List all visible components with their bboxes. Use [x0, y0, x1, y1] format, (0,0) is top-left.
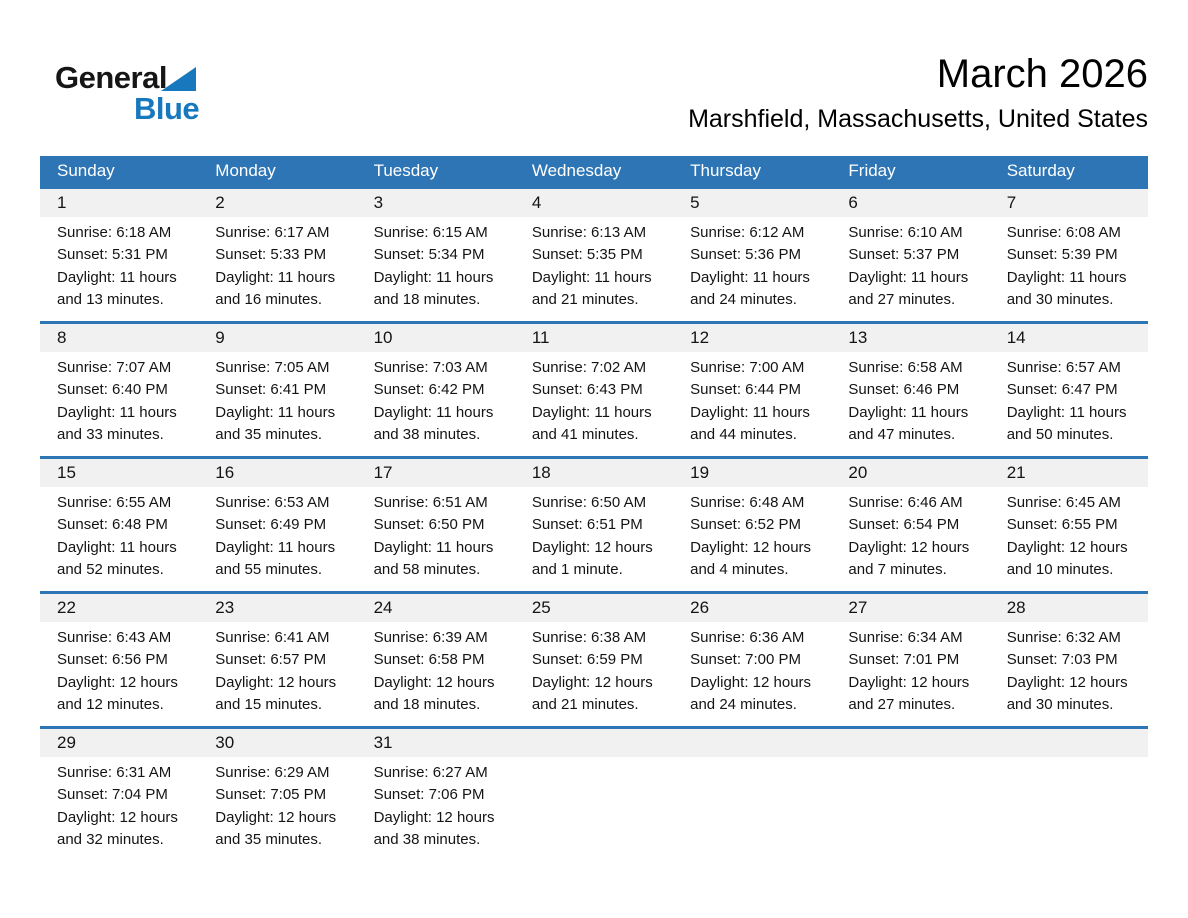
day-cell-23 — [198, 594, 356, 726]
sunset-text: Sunset: 5:34 PM — [373, 246, 485, 264]
calendar-body — [40, 186, 1148, 861]
day-number: 22 — [40, 594, 198, 622]
day-details — [990, 487, 1148, 582]
sunset-text: Sunset: 6:43 PM — [531, 381, 643, 399]
daylight-text: Daylight: 11 hours and 21 minutes. — [531, 268, 652, 309]
daylight-text: Daylight: 11 hours and 44 minutes. — [690, 403, 810, 444]
day-cell-2 — [198, 189, 356, 321]
day-cell-15 — [40, 459, 198, 591]
day-number: 9 — [198, 324, 356, 352]
sunset-text: Sunset: 6:54 PM — [848, 516, 960, 534]
day-details — [673, 352, 831, 447]
day-cell-21 — [990, 459, 1148, 591]
day-details — [515, 217, 673, 312]
day-cell-14 — [990, 324, 1148, 456]
sunset-text: Sunset: 6:46 PM — [848, 381, 960, 399]
week-row-2 — [40, 321, 1148, 456]
page-title: March 2026 — [936, 52, 1148, 96]
day-number: 13 — [831, 324, 989, 352]
sunset-text: Sunset: 7:01 PM — [848, 651, 960, 669]
day-number: 24 — [357, 594, 515, 622]
day-details — [515, 487, 673, 582]
day-number: 2 — [198, 189, 356, 217]
sunrise-text: Sunrise: 7:03 AM — [373, 359, 488, 376]
day-cell-13 — [831, 324, 989, 456]
sunrise-text: Sunrise: 6:38 AM — [531, 629, 647, 646]
day-cell-24 — [357, 594, 515, 726]
sunrise-text: Sunrise: 6:10 AM — [848, 224, 963, 241]
sunset-text: Sunset: 6:50 PM — [373, 516, 485, 534]
day-details — [831, 352, 989, 447]
sunrise-text: Sunrise: 6:18 AM — [57, 224, 172, 241]
sunset-text: Sunset: 5:39 PM — [1006, 246, 1118, 264]
day-header-wednesday: Wednesday — [531, 161, 622, 180]
day-number: 7 — [990, 189, 1148, 217]
day-number: 5 — [673, 189, 831, 217]
daylight-text: Daylight: 11 hours and 13 minutes. — [57, 268, 177, 309]
day-details — [198, 757, 356, 852]
sunset-text: Sunset: 5:37 PM — [848, 246, 960, 264]
day-number: 8 — [40, 324, 198, 352]
page-subtitle: Marshfield, Massachusetts, United States — [688, 105, 1148, 133]
day-cell-27 — [831, 594, 989, 726]
sunset-text: Sunset: 6:57 PM — [215, 651, 327, 669]
day-number: 27 — [831, 594, 989, 622]
day-number: 10 — [357, 324, 515, 352]
day-details — [515, 622, 673, 717]
day-details — [673, 487, 831, 582]
day-number: 30 — [198, 729, 356, 757]
daylight-text: Daylight: 11 hours and 33 minutes. — [57, 403, 177, 444]
sunrise-text: Sunrise: 6:31 AM — [57, 764, 172, 781]
day-cell-6 — [831, 189, 989, 321]
day-cell-9 — [198, 324, 356, 456]
general-blue-logo — [55, 58, 275, 128]
day-cell-29 — [40, 729, 198, 861]
day-details — [198, 487, 356, 582]
sunrise-text: Sunrise: 7:02 AM — [531, 359, 647, 376]
sunset-text: Sunset: 6:48 PM — [57, 516, 168, 534]
sunrise-text: Sunrise: 6:17 AM — [215, 224, 330, 241]
sunrise-text: Sunrise: 6:57 AM — [1006, 359, 1121, 376]
day-number: 23 — [198, 594, 356, 622]
day-number: 26 — [673, 594, 831, 622]
day-cell-5 — [673, 189, 831, 321]
daylight-text: Daylight: 12 hours and 1 minute. — [531, 538, 653, 579]
sunset-text: Sunset: 6:41 PM — [215, 381, 327, 399]
day-details — [831, 622, 989, 717]
day-details — [357, 487, 515, 582]
sunset-text: Sunset: 6:56 PM — [57, 651, 168, 669]
sunrise-text: Sunrise: 6:08 AM — [1006, 224, 1121, 241]
sunrise-text: Sunrise: 6:48 AM — [690, 494, 805, 511]
day-number: 21 — [990, 459, 1148, 487]
sunrise-text: Sunrise: 7:00 AM — [690, 359, 805, 376]
day-details — [357, 217, 515, 312]
sunrise-text: Sunrise: 6:53 AM — [215, 494, 330, 511]
empty-day-cell — [990, 729, 1148, 861]
daylight-text: Daylight: 11 hours and 16 minutes. — [215, 268, 336, 309]
empty-day-cell — [831, 729, 989, 861]
sunset-text: Sunset: 5:33 PM — [215, 246, 327, 264]
sunset-text: Sunset: 6:49 PM — [215, 516, 327, 534]
day-cell-22 — [40, 594, 198, 726]
daylight-text: Daylight: 12 hours and 4 minutes. — [690, 538, 812, 579]
day-cell-19 — [673, 459, 831, 591]
sunrise-text: Sunrise: 6:39 AM — [373, 629, 488, 646]
sunrise-text: Sunrise: 6:13 AM — [531, 224, 647, 241]
title-block — [688, 52, 1148, 134]
sunrise-text: Sunrise: 6:36 AM — [690, 629, 805, 646]
day-header-friday: Friday — [848, 161, 896, 180]
day-cell-31 — [357, 729, 515, 861]
day-details — [40, 622, 198, 717]
day-details — [990, 217, 1148, 312]
daylight-text: Daylight: 11 hours and 50 minutes. — [1006, 403, 1127, 444]
daylight-text: Daylight: 12 hours and 38 minutes. — [373, 808, 495, 849]
sunrise-text: Sunrise: 6:27 AM — [373, 764, 488, 781]
daylight-text: Daylight: 11 hours and 30 minutes. — [1006, 268, 1127, 309]
day-number: 11 — [515, 324, 673, 352]
day-cell-30 — [198, 729, 356, 861]
sunrise-text: Sunrise: 6:55 AM — [57, 494, 172, 511]
logo-text-blue: Blue — [134, 91, 200, 126]
daylight-text: Daylight: 11 hours and 41 minutes. — [531, 403, 652, 444]
day-number: 20 — [831, 459, 989, 487]
daylight-text: Daylight: 12 hours and 27 minutes. — [848, 673, 970, 714]
day-number: 14 — [990, 324, 1148, 352]
day-details — [40, 352, 198, 447]
day-details — [673, 217, 831, 312]
day-number: 3 — [357, 189, 515, 217]
day-details — [40, 217, 198, 312]
day-number: 31 — [357, 729, 515, 757]
daylight-text: Daylight: 12 hours and 12 minutes. — [57, 673, 178, 714]
sunset-text: Sunset: 7:06 PM — [373, 786, 485, 804]
day-number: 12 — [673, 324, 831, 352]
daylight-text: Daylight: 11 hours and 58 minutes. — [373, 538, 494, 579]
sunset-text: Sunset: 5:35 PM — [531, 246, 643, 264]
day-number: 28 — [990, 594, 1148, 622]
day-details — [831, 487, 989, 582]
day-number: 17 — [357, 459, 515, 487]
daylight-text: Daylight: 11 hours and 38 minutes. — [373, 403, 494, 444]
day-cell-18 — [515, 459, 673, 591]
day-cell-28 — [990, 594, 1148, 726]
day-cell-11 — [515, 324, 673, 456]
sunrise-text: Sunrise: 6:50 AM — [531, 494, 647, 511]
day-cell-20 — [831, 459, 989, 591]
sunrise-text: Sunrise: 6:34 AM — [848, 629, 963, 646]
sunset-text: Sunset: 6:47 PM — [1006, 381, 1118, 399]
day-details — [357, 352, 515, 447]
sunrise-text: Sunrise: 6:45 AM — [1006, 494, 1121, 511]
logo-text-general: General — [55, 60, 167, 95]
day-details — [198, 217, 356, 312]
sunset-text: Sunset: 6:51 PM — [531, 516, 643, 534]
calendar-table — [40, 156, 1148, 861]
day-cell-3 — [357, 189, 515, 321]
sunrise-text: Sunrise: 6:58 AM — [848, 359, 963, 376]
daylight-text: Daylight: 12 hours and 32 minutes. — [57, 808, 178, 849]
daylight-text: Daylight: 12 hours and 30 minutes. — [1006, 673, 1128, 714]
day-header-sunday: Sunday — [57, 161, 115, 180]
sunrise-text: Sunrise: 6:15 AM — [373, 224, 488, 241]
day-number — [515, 729, 673, 757]
day-details — [515, 352, 673, 447]
day-cell-10 — [357, 324, 515, 456]
sunset-text: Sunset: 6:55 PM — [1006, 516, 1118, 534]
day-number — [990, 729, 1148, 757]
day-cell-8 — [40, 324, 198, 456]
daylight-text: Daylight: 12 hours and 7 minutes. — [848, 538, 970, 579]
sunset-text: Sunset: 6:58 PM — [373, 651, 485, 669]
sunset-text: Sunset: 6:40 PM — [57, 381, 168, 399]
day-details — [357, 622, 515, 717]
day-details — [40, 757, 198, 852]
day-cell-12 — [673, 324, 831, 456]
day-number: 25 — [515, 594, 673, 622]
sunset-text: Sunset: 6:52 PM — [690, 516, 802, 534]
day-cell-4 — [515, 189, 673, 321]
day-number: 16 — [198, 459, 356, 487]
daylight-text: Daylight: 11 hours and 24 minutes. — [690, 268, 810, 309]
day-cell-7 — [990, 189, 1148, 321]
week-row-1 — [40, 186, 1148, 321]
sunset-text: Sunset: 6:44 PM — [690, 381, 802, 399]
sunset-text: Sunset: 6:42 PM — [373, 381, 485, 399]
day-number: 6 — [831, 189, 989, 217]
daylight-text: Daylight: 12 hours and 24 minutes. — [690, 673, 812, 714]
weekday-header-row — [40, 156, 1148, 186]
week-row-4 — [40, 591, 1148, 726]
sunset-text: Sunset: 7:00 PM — [690, 651, 802, 669]
daylight-text: Daylight: 12 hours and 18 minutes. — [373, 673, 495, 714]
day-details — [990, 352, 1148, 447]
week-row-5 — [40, 726, 1148, 861]
sunrise-text: Sunrise: 6:51 AM — [373, 494, 488, 511]
daylight-text: Daylight: 12 hours and 15 minutes. — [215, 673, 337, 714]
day-number: 19 — [673, 459, 831, 487]
daylight-text: Daylight: 11 hours and 52 minutes. — [57, 538, 177, 579]
day-header-thursday: Thursday — [690, 161, 761, 180]
day-header-saturday: Saturday — [1006, 161, 1075, 180]
daylight-text: Daylight: 11 hours and 47 minutes. — [848, 403, 969, 444]
daylight-text: Daylight: 11 hours and 27 minutes. — [848, 268, 969, 309]
day-details — [198, 622, 356, 717]
sunset-text: Sunset: 5:31 PM — [57, 246, 168, 264]
day-number: 1 — [40, 189, 198, 217]
daylight-text: Daylight: 12 hours and 21 minutes. — [531, 673, 653, 714]
daylight-text: Daylight: 11 hours and 18 minutes. — [373, 268, 494, 309]
day-details — [40, 487, 198, 582]
day-cell-25 — [515, 594, 673, 726]
sunrise-text: Sunrise: 6:29 AM — [215, 764, 330, 781]
daylight-text: Daylight: 11 hours and 55 minutes. — [215, 538, 336, 579]
sunrise-text: Sunrise: 7:05 AM — [215, 359, 330, 376]
day-number: 15 — [40, 459, 198, 487]
sunrise-text: Sunrise: 6:46 AM — [848, 494, 963, 511]
sunrise-text: Sunrise: 6:41 AM — [215, 629, 330, 646]
day-number — [673, 729, 831, 757]
sunset-text: Sunset: 7:05 PM — [215, 786, 327, 804]
sunrise-text: Sunrise: 6:43 AM — [57, 629, 172, 646]
sunrise-text: Sunrise: 6:32 AM — [1006, 629, 1121, 646]
day-number — [831, 729, 989, 757]
sunset-text: Sunset: 7:03 PM — [1006, 651, 1118, 669]
day-header-tuesday: Tuesday — [373, 161, 439, 180]
sunrise-text: Sunrise: 6:12 AM — [690, 224, 805, 241]
day-details — [990, 622, 1148, 717]
day-details — [831, 217, 989, 312]
day-cell-1 — [40, 189, 198, 321]
day-details — [198, 352, 356, 447]
empty-day-cell — [515, 729, 673, 861]
day-number: 18 — [515, 459, 673, 487]
week-row-3 — [40, 456, 1148, 591]
daylight-text: Daylight: 12 hours and 35 minutes. — [215, 808, 337, 849]
day-cell-17 — [357, 459, 515, 591]
sunset-text: Sunset: 5:36 PM — [690, 246, 802, 264]
day-cell-26 — [673, 594, 831, 726]
day-details — [357, 757, 515, 852]
sunset-text: Sunset: 7:04 PM — [57, 786, 168, 804]
day-number: 29 — [40, 729, 198, 757]
empty-day-cell — [673, 729, 831, 861]
day-number: 4 — [515, 189, 673, 217]
daylight-text: Daylight: 12 hours and 10 minutes. — [1006, 538, 1128, 579]
day-cell-16 — [198, 459, 356, 591]
day-details — [673, 622, 831, 717]
sunrise-text: Sunrise: 7:07 AM — [57, 359, 172, 376]
daylight-text: Daylight: 11 hours and 35 minutes. — [215, 403, 336, 444]
day-header-monday: Monday — [215, 161, 276, 180]
sunset-text: Sunset: 6:59 PM — [531, 651, 643, 669]
